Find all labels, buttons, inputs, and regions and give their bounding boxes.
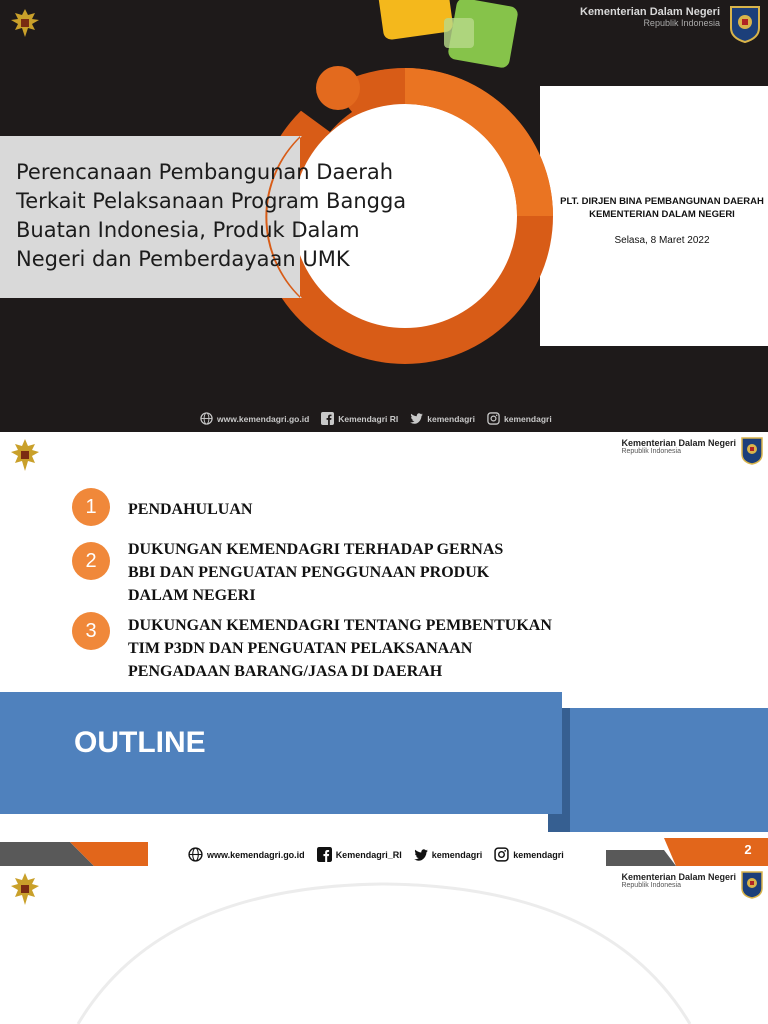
title-slide	[0, 0, 768, 432]
instagram-icon	[494, 847, 509, 862]
facebook-link[interactable]	[317, 847, 402, 862]
website-text: www.kemendagri.go.id	[217, 413, 310, 424]
facebook-text: Kemendagri RI	[338, 413, 399, 424]
ministry-subtitle: Republik Indonesia	[643, 18, 720, 28]
ministry-header	[580, 6, 720, 28]
garuda-emblem	[8, 870, 42, 908]
ministry-subtitle: Republik Indonesia	[621, 448, 681, 455]
kemendagri-logo	[728, 4, 762, 44]
ministry-name: Kementerian Dalam Negeri	[621, 438, 736, 448]
page-number: 2	[744, 842, 752, 857]
ministry-name: Kementerian Dalam Negeri	[621, 872, 736, 882]
outline-title: OUTLINE	[74, 726, 206, 759]
twitter-icon	[414, 849, 428, 861]
item-line: DUKUNGAN KEMENDAGRI TENTANG PEMBENTUKAN	[128, 617, 552, 634]
globe-icon	[188, 847, 203, 862]
item-line: PENGADAAN BARANG/JASA DI DAERAH	[128, 663, 443, 680]
website-link[interactable]	[188, 847, 305, 862]
item-line: PENDAHULUAN	[128, 501, 253, 518]
facebook-link[interactable]	[321, 412, 398, 425]
title-line: Buatan Indonesia, Produk Dalam	[16, 218, 360, 242]
social-footer	[188, 847, 564, 862]
instagram-icon	[487, 412, 500, 425]
instagram-text: kemendagri	[503, 413, 552, 424]
twitter-icon	[410, 413, 423, 424]
presenter-block	[556, 195, 768, 221]
outline-item-2	[72, 542, 503, 607]
item-line: DALAM NEGERI	[128, 587, 256, 604]
ministry-header	[621, 438, 736, 455]
kemendagri-logo	[740, 436, 764, 466]
twitter-text: kemendagri	[431, 849, 483, 860]
item-line: DUKUNGAN KEMENDAGRI TERHADAP GERNAS	[128, 541, 504, 558]
number-circle: 2	[72, 542, 110, 580]
twitter-link[interactable]	[410, 413, 475, 424]
outline-slide	[0, 432, 768, 866]
outline-item-1	[72, 488, 252, 526]
title-line: Negeri dan Pemberdayaan UMK	[16, 247, 350, 271]
kemendagri-logo	[740, 870, 764, 900]
presenter-title: PLT. DIRJEN BINA PEMBANGUNAN DAERAH	[560, 196, 764, 207]
facebook-text: Kemendagri_RI	[335, 849, 402, 860]
item-line: TIM P3DN DAN PENGUATAN PELAKSANAAN	[128, 640, 473, 657]
twitter-text: kemendagri	[427, 413, 475, 424]
next-slide-partial	[0, 866, 768, 1024]
facebook-icon	[321, 412, 334, 425]
presenter-organization: KEMENTERIAN DALAM NEGERI	[589, 209, 735, 220]
facebook-icon	[317, 847, 332, 862]
outline-item-3	[72, 612, 552, 683]
presentation-date: Selasa, 8 Maret 2022	[614, 235, 710, 246]
item-text	[128, 614, 552, 683]
title-line: Perencanaan Pembangunan Daerah	[16, 160, 394, 184]
globe-icon	[200, 412, 213, 425]
ministry-subtitle: Republik Indonesia	[621, 882, 681, 889]
ministry-name: Kementerian Dalam Negeri	[580, 6, 720, 18]
website-link[interactable]	[200, 412, 309, 425]
presentation-title	[16, 158, 456, 274]
ministry-header	[621, 872, 736, 889]
decorative-arc	[0, 866, 768, 1024]
social-footer	[200, 412, 552, 425]
instagram-link[interactable]	[487, 412, 552, 425]
item-line: BBI DAN PENGUATAN PENGGUNAAN PRODUK	[128, 564, 490, 581]
number-circle: 1	[72, 488, 110, 526]
instagram-link[interactable]	[494, 847, 564, 862]
garuda-emblem	[8, 6, 42, 40]
item-text	[128, 498, 252, 521]
item-text	[128, 538, 503, 607]
footer-accent-left	[0, 842, 148, 866]
garuda-emblem	[8, 436, 42, 474]
number-circle: 3	[72, 612, 110, 650]
twitter-link[interactable]	[414, 849, 483, 861]
instagram-text: kemendagri	[513, 849, 564, 860]
outline-banner-back	[562, 708, 768, 832]
website-text: www.kemendagri.go.id	[207, 849, 305, 860]
title-line: Terkait Pelaksanaan Program Bangga	[16, 189, 407, 213]
